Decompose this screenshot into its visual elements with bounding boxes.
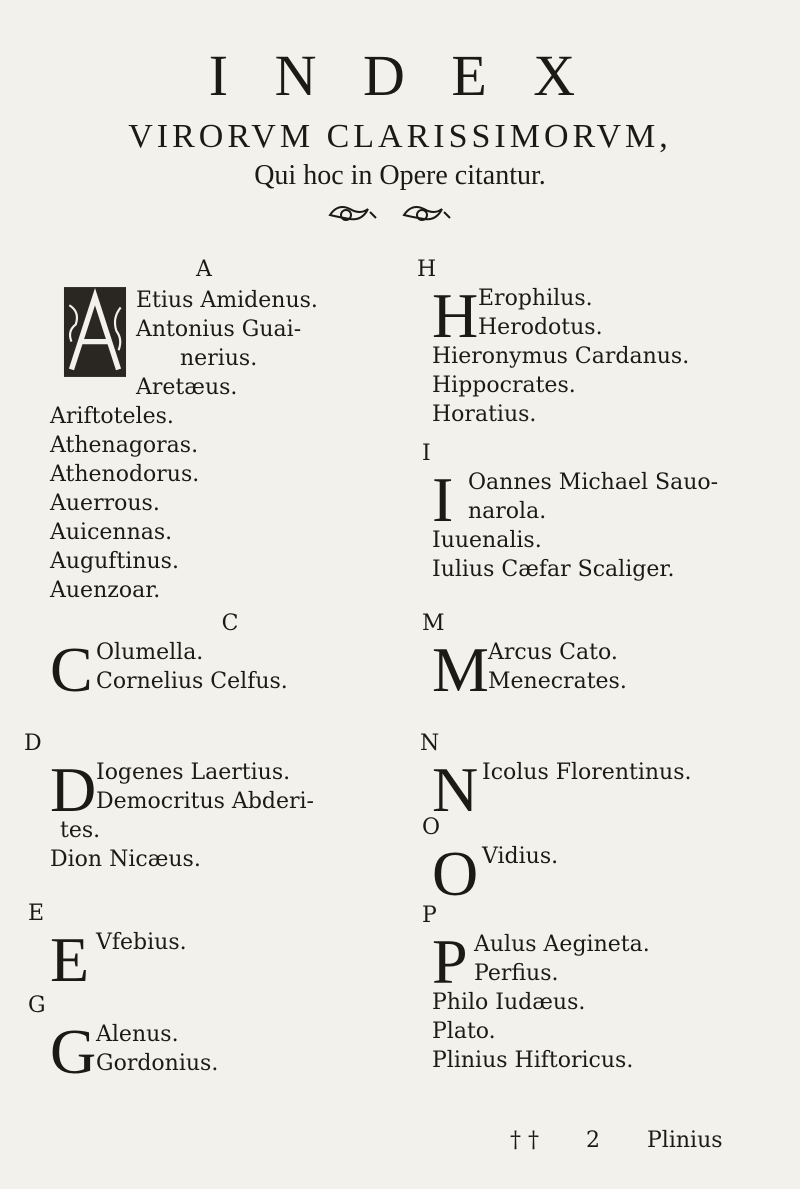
entry-ouidius: Vidius. (482, 844, 559, 869)
entry-antonius-guainerius-1: Antonius Guai- (136, 317, 302, 342)
entry-democritus-1: Democritus Abderi- (96, 789, 314, 814)
entry-auicennas: Auicennas. (50, 520, 173, 545)
entry-persius: Perfius. (474, 961, 559, 986)
entry-plato: Plato. (432, 1019, 496, 1044)
initial-h: H (432, 280, 479, 351)
entry-ioannes-michael-1: Oannes Michael Sauo- (468, 470, 719, 495)
section-g (28, 992, 410, 1087)
entry-antonius-guainerius-2: nerius. (180, 346, 258, 371)
page-number: 2 (586, 1128, 600, 1153)
entry-auenzoar: Auenzoar. (50, 578, 161, 603)
section-letter: E (28, 901, 45, 926)
entry-galenus: Alenus. (96, 1022, 179, 1047)
section-letter: I (422, 441, 431, 466)
section-i (422, 440, 792, 584)
entry-plinius-historicus: Plinius Hiftoricus. (432, 1048, 634, 1073)
section-letter: N (420, 731, 440, 756)
entry-marcus-cato: Arcus Cato. (488, 640, 618, 665)
entry-philo-iudaeus: Philo Iudæus. (432, 990, 586, 1015)
section-m (422, 610, 792, 705)
page-footer (510, 1128, 723, 1153)
entry-iuuenalis: Iuuenalis. (432, 528, 542, 553)
section-letter: H (417, 257, 437, 282)
entry-auerrous: Auerrous. (50, 491, 160, 516)
entry-eusebius: Vfebius. (96, 930, 187, 955)
initial-e: E (50, 924, 90, 995)
entry-columella: Olumella. (96, 640, 204, 665)
entry-herophilus: Erophilus. (478, 286, 593, 311)
section-o (422, 814, 792, 909)
entry-ioannes-michael-2: narola. (468, 499, 547, 524)
initial-n: N (432, 754, 479, 825)
section-letter: P (422, 903, 437, 928)
initial-p: P (432, 926, 468, 997)
section-letter: M (422, 611, 445, 636)
ornament-icon (316, 198, 476, 232)
initial-o: O (432, 838, 479, 909)
page-subtitle: VIRORVM CLARISSIMORVM, (128, 118, 672, 155)
entry-augustinus: Auguftinus. (50, 549, 179, 574)
entry-aetius: Etius Amidenus. (136, 288, 318, 313)
entry-hieronymus-cardanus: Hieronymus Cardanus. (432, 344, 690, 369)
entry-democritus-2: tes. (60, 818, 101, 843)
entry-dion-nicaeus: Dion Nicæus. (50, 847, 201, 872)
section-n (420, 730, 792, 825)
section-h (417, 256, 792, 429)
catchword: Plinius (647, 1128, 723, 1153)
entry-nicolus-florentinus: Icolus Florentinus. (482, 760, 692, 785)
entry-aretaeus: Aretæus. (136, 375, 238, 400)
entry-athenagoras: Athenagoras. (50, 433, 199, 458)
entry-hippocrates: Hippocrates. (432, 373, 576, 398)
entry-herodotus: Herodotus. (478, 315, 603, 340)
section-letter: A (196, 257, 212, 282)
initial-i: I (432, 464, 454, 535)
entry-aristoteles: Ariftoteles. (50, 404, 174, 429)
entry-diogenes-laertius: Iogenes Laertius. (96, 760, 291, 785)
initial-m: M (432, 634, 489, 705)
initial-d: D (50, 754, 97, 825)
section-letter: D (24, 731, 42, 756)
entry-cornelius-celsus: Cornelius Celfus. (96, 669, 288, 694)
entry-athenodorus: Athenodorus. (50, 462, 200, 487)
page-title: I N D E X (208, 43, 592, 108)
section-letter: G (28, 993, 46, 1018)
section-letter: C (221, 611, 239, 636)
section-letter: O (422, 815, 441, 840)
entry-gordonius: Gordonius. (96, 1051, 219, 1076)
section-d (24, 730, 410, 874)
entry-paulus-aegineta: Aulus Aegineta. (474, 932, 650, 957)
section-c (50, 610, 410, 705)
initial-c: C (50, 634, 93, 705)
signature-mark: † † (510, 1128, 539, 1153)
section-a (50, 256, 410, 605)
section-e (28, 900, 410, 995)
entry-menecrates: Menecrates. (488, 669, 627, 694)
section-p (422, 902, 792, 1075)
initial-g: G (50, 1016, 97, 1087)
page-subline: Qui hoc in Opere citantur. (254, 160, 546, 191)
entry-iulius-caesar-scaliger: Iulius Cæfar Scaliger. (432, 557, 675, 582)
entry-horatius: Horatius. (432, 402, 537, 427)
